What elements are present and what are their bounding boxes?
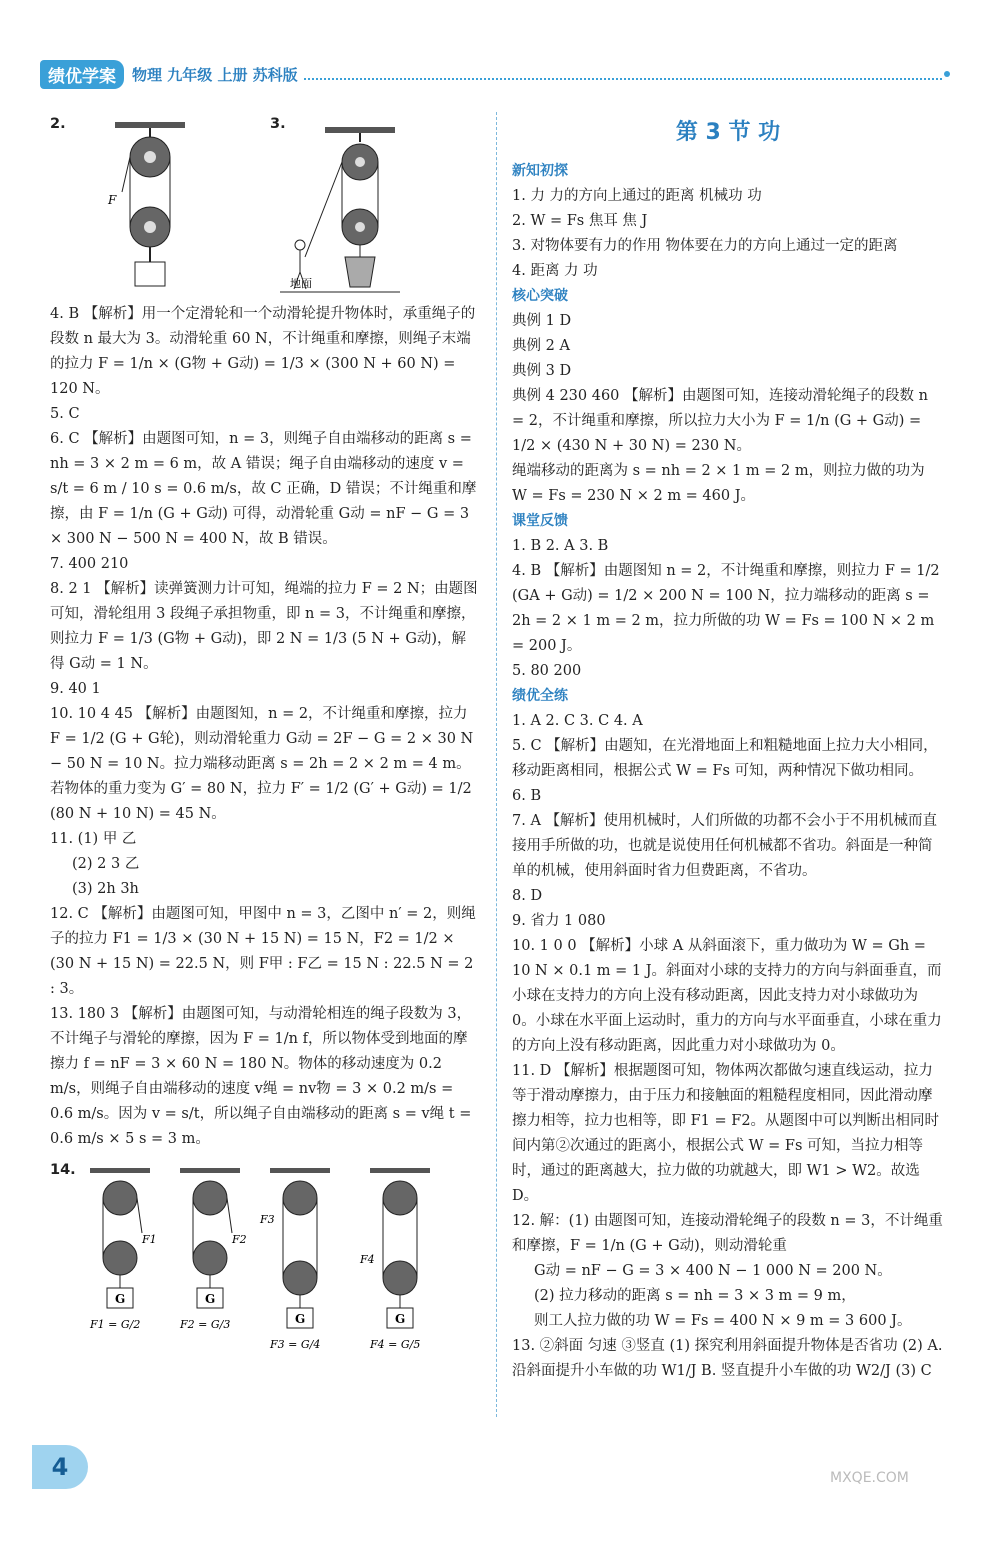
r1-line-1: 2. W = Fs 焦耳 焦 J — [512, 213, 648, 229]
header-end-dot — [944, 71, 950, 77]
r3-line-1: 4. B 【解析】由题图知 n = 2，不计绳重和摩擦，则拉力 F = 1/2 (GA + G动) = 1/2 × 200 N = 100 N，拉力端移动的距离 s = 2h = 2 × 1 m = 2 m，拉力所做的功 W = Fs = 100 N × 2 m = 200 J。 — [512, 563, 940, 654]
r2-line-4: 绳端移动的距离为 s = nh = 2 × 1 m = 2 m，则拉力做的功为 W = Fs = 230 N × 2 m = 460 J。 — [512, 463, 925, 504]
left-line-3: 7. 400 210 — [50, 556, 129, 572]
pulley-diagrams-14 — [80, 1163, 480, 1363]
r2-line-3: 典例 4 230 460 【解析】由题图可知，连接动滑轮绳子的段数 n = 2，不计绳重和摩擦，所以拉力大小为 F = 1/n (G + G动) = 1/2 × (430 N + 30 N) = 230 N。 — [512, 388, 928, 454]
r4-line-5: 9. 省力 1 080 — [512, 913, 606, 929]
pulley-set-1 — [90, 1168, 150, 1308]
r3-line-0: 1. B 2. A 3. B — [512, 538, 609, 554]
force-F1-label: F1 — [142, 1233, 157, 1246]
r2-line-2: 典例 3 D — [512, 363, 572, 379]
r4-line-7: 11. D 【解析】根据题图可知，物体两次都做匀速直线运动，拉力等于滑动摩擦力，由于压力和接触面的粗糙程度相同，因此滑动摩擦力相等，拉力也相等，即 F1 = F2。从题图中可以判断出相同时间内第②次通过的距离小，根据公式 W = Fs 可知，当拉力相等时，通过的距离越大，拉力做的功就越大，即 W1 > W2。故选 D。 — [512, 1063, 940, 1204]
page-number: 4 — [32, 1445, 88, 1489]
right-column — [512, 112, 944, 1384]
caption-F3: F3 = G/4 — [270, 1338, 321, 1351]
left-line-7: 11. (1) 甲 乙 — [50, 831, 137, 847]
r4-line-2: 6. B — [512, 788, 542, 804]
r2-line-1: 典例 2 A — [512, 338, 570, 354]
r3-line-2: 5. 80 200 — [512, 663, 582, 679]
watermark: MXQE.COM — [830, 1470, 909, 1486]
r4-line-6: 10. 1 0 0 【解析】小球 A 从斜面滚下，重力做功为 W = Gh = 10 N × 0.1 m = 1 J。斜面对小球的支持力的方向与斜面垂直，而小球在支持力的方向上没有移动距离，因此支持力对小球做功为 0。小球在水平面上运动时，重力的方向与水平面垂直，小球在重力的方向上没有移动距离，因此重力对小球做功为 0。 — [512, 938, 942, 1054]
weight-G-label-4: G — [395, 1312, 406, 1326]
column-divider — [496, 112, 497, 1417]
left-line-1: 5. C — [50, 406, 80, 422]
brand-label: 绩优学案 — [40, 60, 124, 89]
r4-line-1: 5. C 【解析】由题知，在光滑地面上和粗糙地面上拉力大小相同，移动距离相同，根据公式 W = Fs 可知，两种情况下做功相同。 — [512, 738, 938, 779]
figure-14-label: 14. — [50, 1162, 76, 1178]
caption-F4: F4 = G/5 — [370, 1338, 421, 1351]
section-heading-1: 新知初探 — [512, 163, 568, 179]
left-line-6: 10. 10 4 45 【解析】由题图知，n = 2，不计绳重和摩擦，拉力 F = 1/2 (G + G轮)，则动滑轮重力 G动 = 2F − G = 2 × 30 N − 50 N = 10 N。拉力端移动距离 s = 2h = 2 × 2 m = 4 m。若物体的重力变为 G′ = 80 N，拉力 F′ = 1/2 (G′ + G动) = 1/2 (80 N + 10 N) = 45 N。 — [50, 706, 474, 822]
figures-2-3 — [50, 112, 480, 302]
r4-line-8: 12. 解：(1) 由题图可知，连接动滑轮绳子的段数 n = 3，不计绳重和摩擦，F = 1/n (G + G动)，则动滑轮重 — [512, 1213, 943, 1254]
r4-line-11: 则工人拉力做的功 W = Fs = 400 N × 9 m = 3 600 J。 — [534, 1313, 912, 1329]
pulley-set-2 — [180, 1168, 240, 1308]
pulley-diagram-3 — [270, 117, 410, 302]
force-F4-label: F4 — [360, 1253, 375, 1266]
r4-line-9: G动 = nF − G = 3 × 400 N − 1 000 N = 200 N。 — [534, 1263, 892, 1279]
r4-line-3: 7. A 【解析】使用机械时，人们所做的功都不会小于不用机械而直接用手所做的功，也就是说使用任何机械都不省功。斜面是一种简单的机械，使用斜面时省力但费距离，不省功。 — [512, 813, 938, 879]
left-line-4: 8. 2 1 【解析】读弹簧测力计可知，绳端的拉力 F = 2 N；由题图可知，滑轮组用 3 段绳子承担物重，即 n = 3，不计绳重和摩擦，则拉力 F = 1/3 (G物 + G动)，即 2 N = 1/3 (5 N + G动)，解得 G动 = 1 N。 — [50, 581, 478, 672]
r2-line-0: 典例 1 D — [512, 313, 572, 329]
ground-label: 地面 — [290, 277, 312, 290]
left-line-9: (3) 2h 3h — [72, 881, 139, 897]
r4-line-4: 8. D — [512, 888, 543, 904]
r4-line-0: 1. A 2. C 3. C 4. A — [512, 713, 643, 729]
weight-G-label-2: G — [205, 1292, 216, 1306]
header-dotted-rule — [304, 68, 942, 80]
figure-14 — [50, 1158, 480, 1368]
pulley-set-3 — [270, 1168, 330, 1328]
left-line-10: 12. C 【解析】由题图可知，甲图中 n = 3，乙图中 n′ = 2，则绳子的拉力 F1 = 1/3 × (30 N + 15 N) = 15 N，F2 = 1/2 × (30 N + 15 N) = 22.5 N，则 F甲 : F乙 = 15 N : 22.5 N = 2 : 3。 — [50, 906, 476, 997]
left-line-8: (2) 2 3 乙 — [72, 856, 140, 872]
section-title: 第 3 节 功 — [675, 120, 781, 145]
figure-2 — [50, 112, 250, 207]
figure-3 — [270, 112, 470, 290]
weight-G-label-1: G — [115, 1292, 126, 1306]
page-header — [40, 60, 950, 88]
force-F-label: F — [108, 193, 117, 207]
caption-F2: F2 = G/3 — [180, 1318, 231, 1331]
book-info: 物理 九年级 上册 苏科版 — [132, 65, 298, 84]
left-column — [50, 112, 480, 1368]
left-line-0: 4. B 【解析】用一个定滑轮和一个动滑轮提升物体时，承重绳子的段数 n 最大为 3。动滑轮重 60 N，不计绳重和摩擦，则绳子末端的拉力 F = 1/n × (G物 + G动) = 1/3 × (300 N + 60 N) = 120 N。 — [50, 306, 476, 397]
force-F2-label: F2 — [232, 1233, 247, 1246]
pulley-set-4 — [370, 1168, 430, 1328]
figure-2-label: 2. — [50, 116, 66, 132]
r1-line-3: 4. 距离 力 功 — [512, 263, 598, 279]
figure-3-label: 3. — [270, 116, 286, 132]
section-heading-3: 课堂反馈 — [512, 513, 568, 529]
r4-line-12: 13. ②斜面 匀速 ③竖直 (1) 探究利用斜面提升物体是否省功 (2) A. 沿斜面提升小车做的功 W1/J B. 竖直提升小车做的功 W2/J (3) C — [512, 1338, 943, 1379]
weight-G-label-3: G — [295, 1312, 306, 1326]
r4-line-10: (2) 拉力移动的距离 s = nh = 3 × 3 m = 9 m， — [534, 1288, 856, 1304]
force-F3-label: F3 — [260, 1213, 275, 1226]
section-heading-4: 绩优全练 — [512, 688, 568, 704]
section-heading-2: 核心突破 — [512, 288, 568, 304]
caption-F1: F1 = G/2 — [90, 1318, 141, 1331]
left-line-2: 6. C 【解析】由题图可知，n = 3，则绳子自由端移动的距离 s = nh = 3 × 2 m = 6 m，故 A 错误；绳子自由端移动的速度 v = s/t = 6 m / 10 s = 0.6 m/s，故 C 正确，D 错误；不计绳重和摩擦，由 F = 1/n (G + G动) 可得，动滑轮重 G动 = nF − G = 3 × 300 N − 500 N = 400 N，故 B 错误。 — [50, 431, 477, 547]
r1-line-0: 1. 力 力的方向上通过的距离 机械功 功 — [512, 188, 762, 204]
pulley-diagram-2 — [100, 112, 220, 292]
left-line-5: 9. 40 1 — [50, 681, 101, 697]
r1-line-2: 3. 对物体要有力的作用 物体要在力的方向上通过一定的距离 — [512, 238, 898, 254]
left-line-11: 13. 180 3 【解析】由题图可知，与动滑轮相连的绳子段数为 3，不计绳子与滑轮的摩擦，因为 F = 1/n f，所以物体受到地面的摩擦力 f = nF = 3 × 60 N = 180 N。物体的移动速度为 0.2 m/s，则绳子自由端移动的速度 v绳 = nv物 = 3 × 0.2 m/s = 0.6 m/s。因为 v = s/t，所以绳子自由端移动的距离 s = v绳 t = 0.6 m/s × 5 s = 3 m。 — [50, 1006, 472, 1147]
